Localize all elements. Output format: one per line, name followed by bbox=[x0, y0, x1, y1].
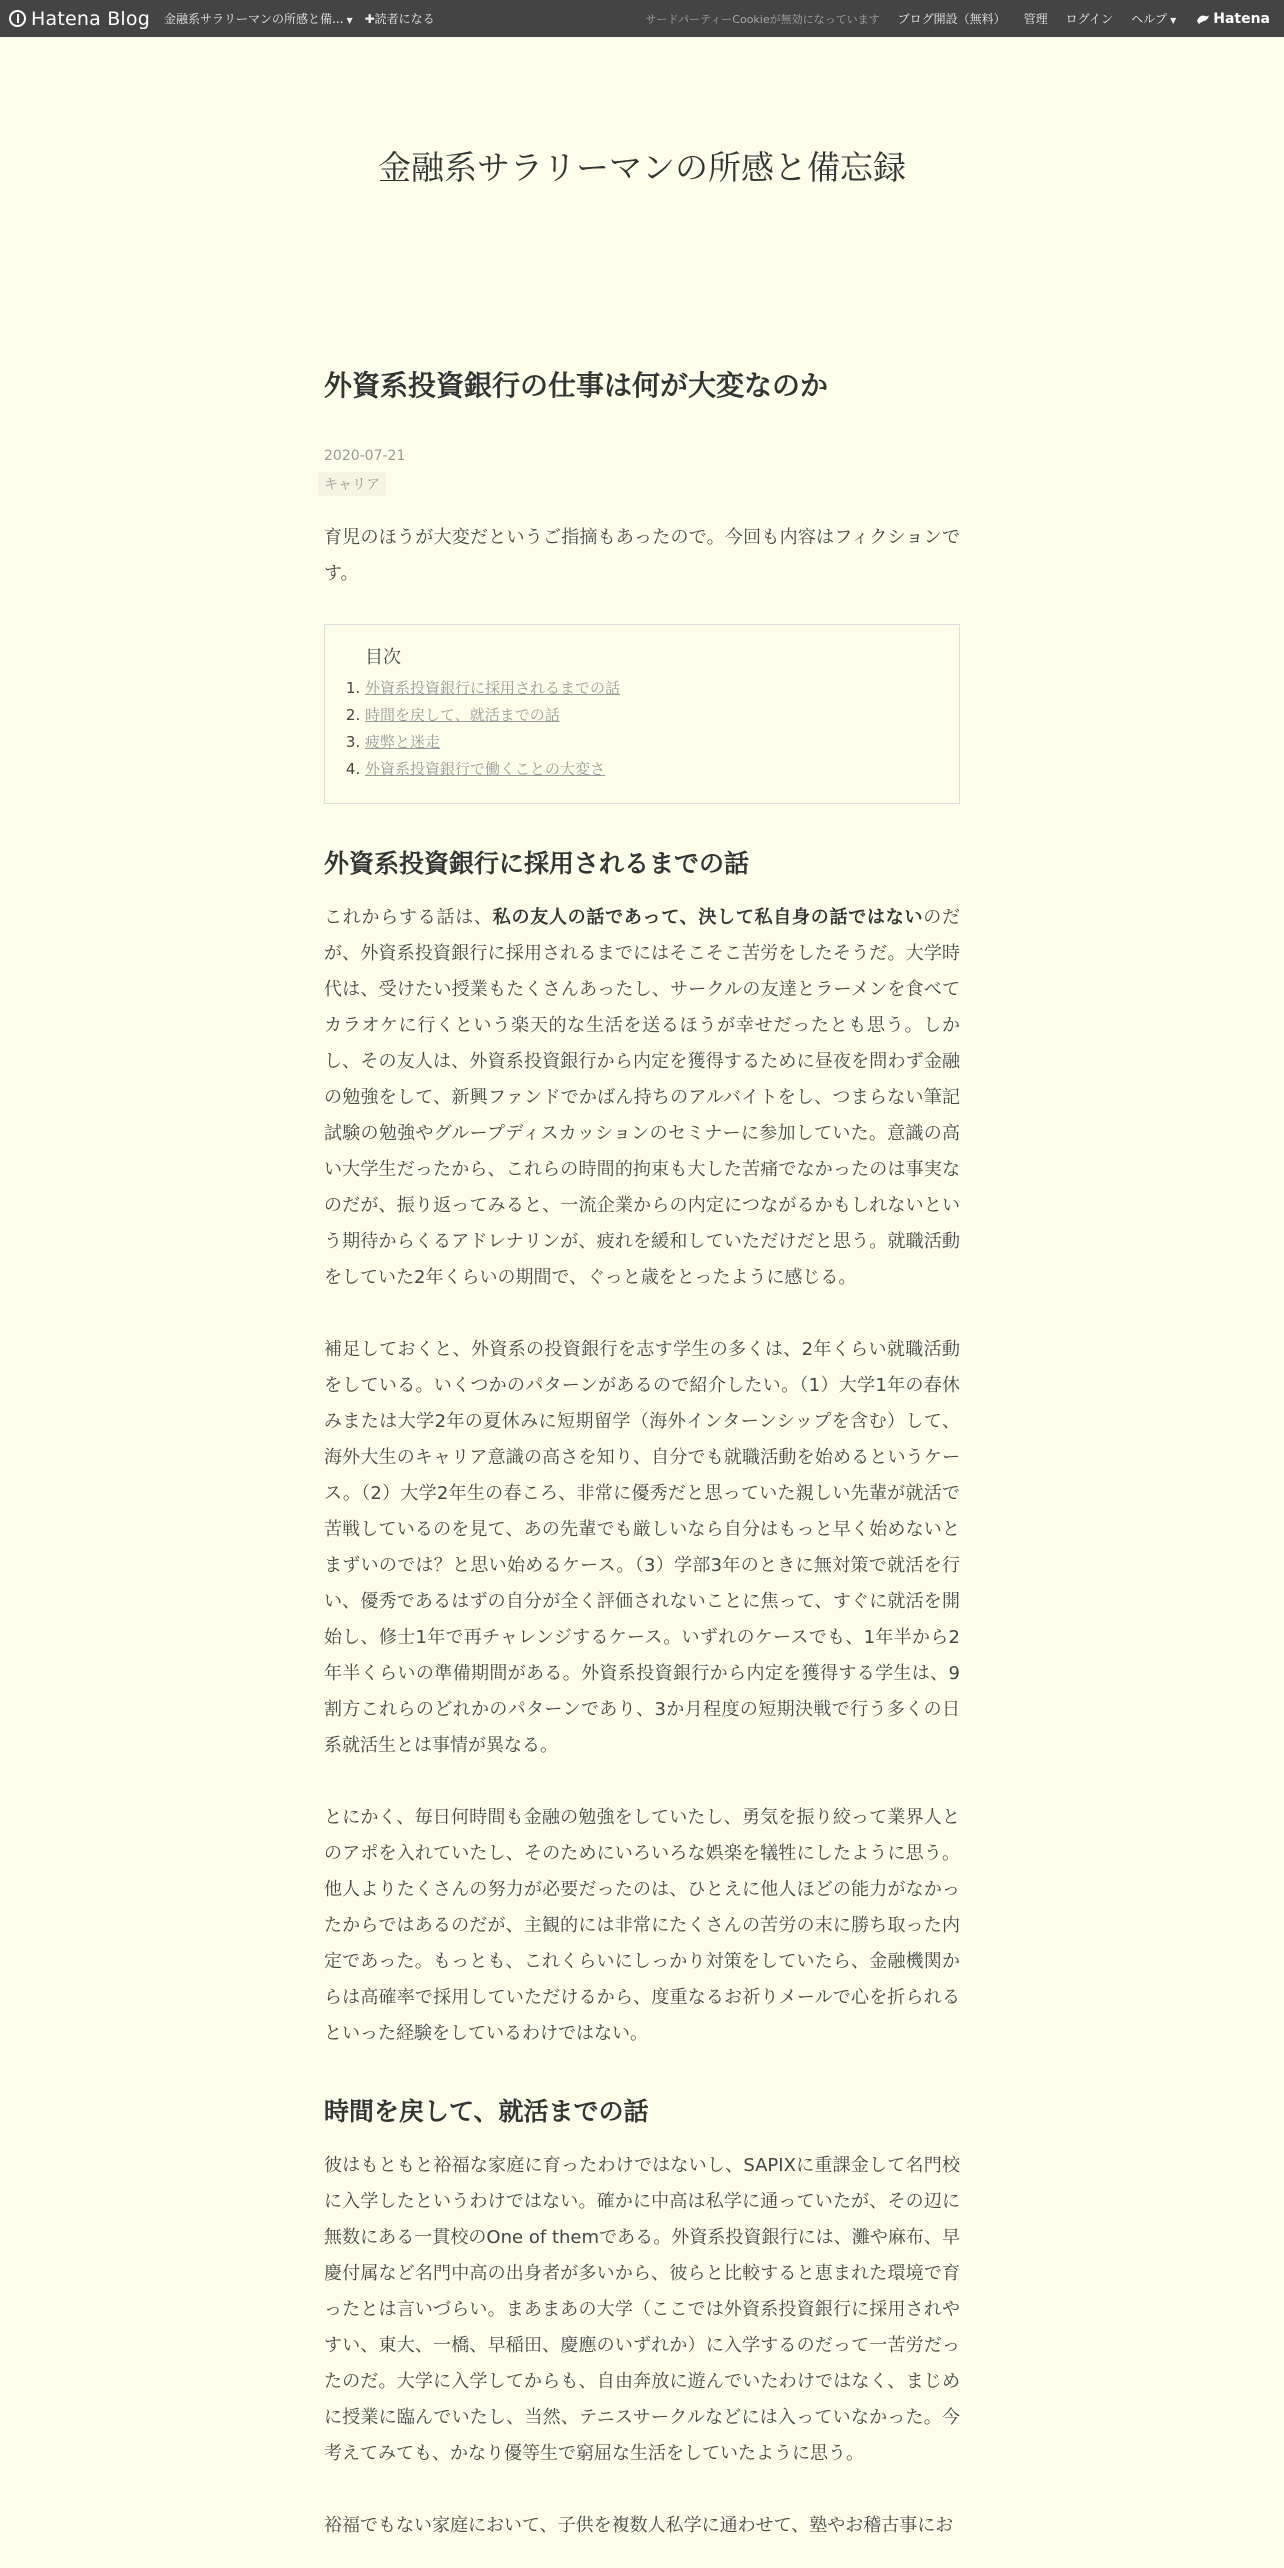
help-menu[interactable] bbox=[1131, 10, 1176, 27]
toc-item bbox=[365, 702, 935, 729]
section-heading: 外資系投資銀行に採用されるまでの話 bbox=[324, 849, 750, 878]
hatena-logo-icon bbox=[9, 10, 26, 27]
toc-link[interactable]: 時間を戻して、就活までの話 bbox=[365, 706, 560, 724]
create-blog-link[interactable]: ブログ開設（無料） bbox=[897, 12, 1006, 26]
logo-text: Hatena Blog bbox=[31, 7, 150, 30]
admin-link[interactable]: 管理 bbox=[1023, 12, 1048, 26]
table-of-contents bbox=[324, 624, 960, 804]
cookie-notice[interactable]: サードパーティーCookieが無効になっています bbox=[645, 12, 880, 26]
blog-title[interactable]: 金融系サラリーマンの所感と備忘録 bbox=[378, 148, 906, 187]
bold-text: 私の友人の話であって、決して私自身の話ではない bbox=[492, 907, 924, 928]
hatena-link[interactable] bbox=[1196, 11, 1270, 27]
toc-list bbox=[349, 675, 935, 783]
toc-title: 目次 bbox=[365, 647, 401, 668]
hatena-blog-logo[interactable] bbox=[9, 8, 150, 30]
text-span: これからする話は、 bbox=[324, 907, 493, 928]
top-bar bbox=[0, 0, 1284, 37]
paragraph: 補足しておくと、外資系の投資銀行を志す学生の多くは、2年くらい就職活動をしている。いくつかのパターンがあるので紹介したい。（1）大学1年の春休みまたは大学2年の夏休みに短期留学（海外インターンシップを含む）して、海外大生のキャリア意識の高さを知り、自分でも就職活動を始めるというケース。（2）大学2年生の春ころ、非常に優秀だと思っていた親しい先輩が就活で苦戦しているのを見て、あの先輩でも厳しいなら自分はもっと早く始めないとまずいのでは？と思い始めるケース。（3）学部3年のときに無対策で就活を行い、優秀であるはずの自分が全く評価されないことに焦って、すぐに就活を開始し、修士1年で再チャレンジするケース。いずれのケースでも、1年半から2年半くらいの準備期間がある。外資系投資銀行から内定を獲得する学生は、9割方これらのどれかのパターンであり、3か月程度の短期決戦で行う多くの日系就活生とは事情が異なる。 bbox=[324, 1339, 960, 1756]
text-span: のだが、外資系投資銀行に採用されるまでにはそこそこ苦労をしたそうだ。大学時代は、受けたい授業もたくさんあったし、サークルの友達とラーメンを食べてカラオケに行くという楽天的な生活を送るほうが幸せだったとも思う。しかし、その友人は、外資系投資銀行から内定を獲得するために昼夜を問わず金融の勉強をして、新興ファンドでかばん持ちのアルバイトをし、つまらない筆記試験の勉強やグループディスカッションのセミナーに参加していた。意識の高い大学生だったから、これらの時間的拘束も大した苦痛でなかったのは事実なのだが、振り返ってみると、一流企業からの内定につながるかもしれないという期待からくるアドレナリンが、疲れを緩和していただけだと思う。就職活動をしていた2年くらいの期間で、ぐっと歳をとったように感じる。 bbox=[324, 907, 961, 1288]
hatena-bird-icon bbox=[1196, 13, 1210, 25]
toc-link[interactable]: 外資系投資銀行で働くことの大変さ bbox=[365, 760, 606, 778]
entry-date[interactable]: 2020-07-21 bbox=[324, 448, 406, 464]
toc-item bbox=[365, 756, 935, 783]
help-label: ヘルプ bbox=[1131, 12, 1168, 26]
toc-item bbox=[365, 729, 935, 756]
topbar-right bbox=[627, 10, 1284, 27]
intro-paragraph: 育児のほうが大変だというご指摘もあったので。今回も内容はフィクションです。 bbox=[324, 527, 960, 584]
subscribe-button[interactable]: ✚読者になる bbox=[364, 12, 435, 26]
paragraph: 彼はもともと裕福な家庭に育ったわけではないし、SAPIXに重課金して名門校に入学したというわけではない。確かに中高は私学に通っていたが、その辺に無数にある一貫校のOne of themである。外資系投資銀行には、灘や麻布、早慶付属など名門中高の出身者が多いから、彼らと比較すると恵まれた環境で育ったとは言いづらい。まあまあの大学（ここでは外資系投資銀行に採用されやすい、東大、一橋、早稲田、慶應のいずれか）に入学するのだって一苦労だったのだ。大学に入学してからも、自由奔放に遊んでいたわけではなく、まじめに授業に臨んでいたし、当然、テニスサークルなどには入っていなかった。今考えてみても、かなり優等生で窮屈な生活をしていたように思う。 bbox=[324, 2155, 960, 2464]
toc-item bbox=[365, 675, 935, 702]
login-link[interactable]: ログイン bbox=[1065, 12, 1114, 26]
section-heading: 時間を戻して、就活までの話 bbox=[324, 2097, 649, 2126]
toc-link[interactable]: 疲弊と迷走 bbox=[365, 733, 441, 751]
paragraph: とにかく、毎日何時間も金融の勉強をしていたし、勇気を振り絞って業界人とのアポを入れていたし、そのためにいろいろな娯楽を犠牲にしたように思う。他人よりたくさんの努力が必要だったのは、ひとえに他人ほどの能力がなかったからではあるのだが、主観的には非常にたくさんの苦労の末に勝ち取った内定であった。もっとも、これくらいにしっかり対策をしていたら、金融機関からは高確率で採用していただけるから、度重なるお祈りメールで心を折られるといった経験をしているわけではない。 bbox=[324, 1807, 960, 2044]
category-tag[interactable]: キャリア bbox=[318, 472, 386, 496]
chevron-down-icon: ▼ bbox=[346, 16, 353, 25]
paragraph bbox=[324, 900, 960, 1296]
entry-title[interactable]: 外資系投資銀行の仕事は何が大変なのか bbox=[324, 369, 829, 402]
chevron-down-icon: ▼ bbox=[1170, 16, 1177, 25]
article bbox=[324, 352, 960, 2544]
blog-menu-label: 金融系サラリーマンの所感と備... bbox=[164, 12, 344, 26]
hatena-label: Hatena bbox=[1213, 10, 1270, 27]
toc-link[interactable]: 外資系投資銀行に採用されるまでの話 bbox=[365, 679, 621, 697]
blog-menu[interactable] bbox=[164, 10, 353, 27]
paragraph: 裕福でもない家庭において、子供を複数人私学に通わせて、塾やお稽古事にお bbox=[324, 2515, 954, 2536]
